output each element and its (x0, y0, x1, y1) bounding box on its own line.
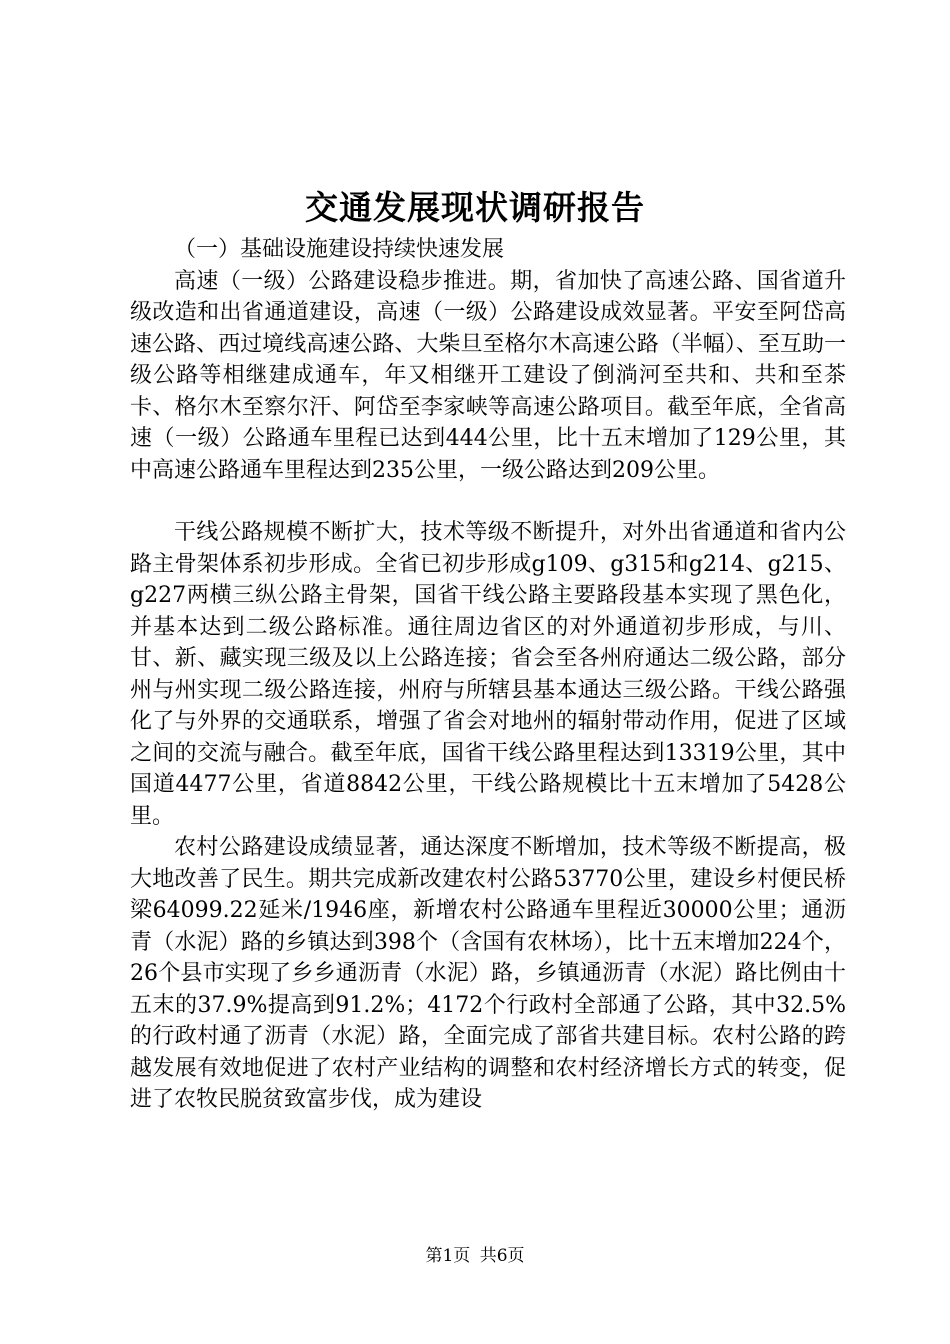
page-footer (0, 1244, 950, 1268)
page-number: 第1页 (425, 1246, 471, 1266)
paragraph-rural-roads: 农村公路建设成绩显著，通达深度不断增加，技术等级不断提高，极大地改善了民生。期共完成新改建农村公路53770公里，建设乡村便民桥梁64099.22延米/1946座，新增农村公路通车里程近30000公里；通沥青（水泥）路的乡镇达到398个（含国有农林场），比十五末增加224个，26个县市实现了乡乡通沥青（水泥）路，乡镇通沥青（水泥）路比例由十五末的37.9%提高到91.2%；4172个行政村全部通了公路，其中32.5%的行政村通了沥青（水泥）路，全面完成了部省共建目标。农村公路的跨越发展有效地促进了农村产业结构的调整和农村经济增长方式的转变，促进了农牧民脱贫致富步伐，成为建设 (130, 835, 846, 1112)
document-body (130, 234, 846, 1116)
page-total: 共6页 (479, 1246, 525, 1266)
paragraph-trunk-roads: 干线公路规模不断扩大，技术等级不断提升，对外出省通道和省内公路主骨架体系初步形成。全省已初步形成g109、g315和g214、g215、g227两横三纵公路主骨架，国省干线公路主要路段基本实现了黑色化，并基本达到二级公路标准。通往周边省区的对外通道初步形成，与川、甘、新、藏实现三级及以上公路连接；省会至各州府通达二级公路，部分州与州实现二级公路连接，州府与所辖县基本通达三级公路。干线公路强化了与外界的交通联系，增强了省会对地州的辐射带动作用，促进了区域之间的交流与融合。截至年底，国省干线公路里程达到13319公里，其中国道4477公里，省道8842公里，干线公路规模比十五末增加了5428公里。 (130, 520, 846, 829)
paragraph-expressway: 高速（一级）公路建设稳步推进。期，省加快了高速公路、国省道升级改造和出省通道建设，高速（一级）公路建设成效显著。平安至阿岱高速公路、西过境线高速公路、大柴旦至格尔木高速公路（半幅）、至互助一级公路等相继建成通车，年又相继开工建设了倒淌河至共和、共和至茶卡、格尔木至察尔汗、阿岱至李家峡等高速公路项目。截至年底，全省高速（一级）公路通车里程已达到444公里，比十五末增加了129公里，其中高速公路通车里程达到235公里，一级公路达到209公里。 (130, 268, 846, 483)
section-heading: （一）基础设施建设持续快速发展 (174, 237, 505, 262)
document-title: 交通发展现状调研报告 (305, 188, 645, 227)
